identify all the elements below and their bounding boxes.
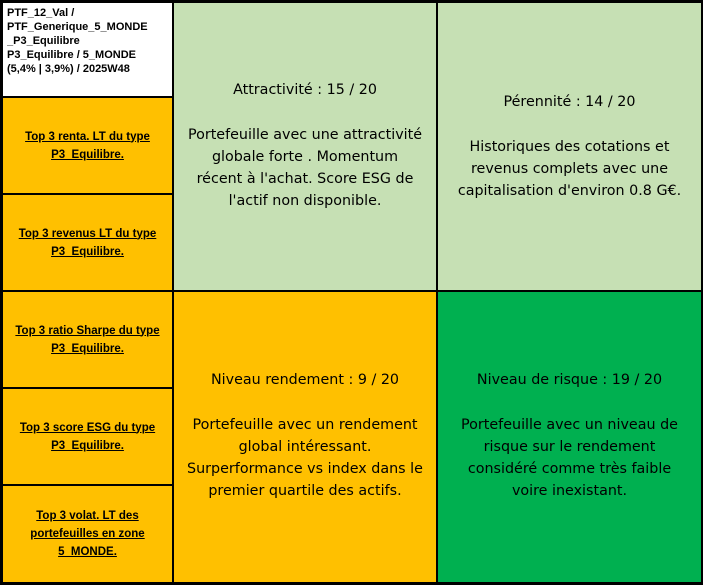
perennite-score: Pérennité : 14 / 20 xyxy=(503,94,636,110)
risque-score: Niveau de risque : 19 / 20 xyxy=(476,372,663,388)
risque-desc-line: Portefeuille avec un niveau de xyxy=(461,417,678,433)
info-line: (5,4% | 3,9%) / 2025W48 xyxy=(7,63,130,75)
rendement-desc-line: Portefeuille avec un rendement xyxy=(192,417,418,433)
rendement-panel xyxy=(173,291,437,583)
perennite-description xyxy=(458,136,681,202)
perennite-desc-line: revenus complets avec une xyxy=(470,161,669,177)
top3-renta-link[interactable]: Top 3 renta. LT du type P3_Equilibre. xyxy=(25,130,150,161)
top3-esg-cell xyxy=(2,388,173,485)
info-line: PTF_12_Val / xyxy=(7,7,75,19)
attractivite-description xyxy=(188,124,422,212)
info-line: P3_Equilibre / 5_MONDE xyxy=(7,49,136,61)
top3-volat-cell xyxy=(2,485,173,583)
attractivite-score: Attractivité : 15 / 20 xyxy=(233,82,377,98)
rendement-desc-line: global intéressant. xyxy=(238,439,372,455)
perennite-panel xyxy=(437,2,702,291)
perennite-desc-line: capitalisation d'environ 0.8 G€. xyxy=(457,183,682,199)
rendement-score: Niveau rendement : 9 / 20 xyxy=(210,372,400,388)
risque-desc-line: voire inexistant. xyxy=(511,483,628,499)
top3-renta-cell xyxy=(2,97,173,194)
attractivite-desc-line: Portefeuille avec une attractivité xyxy=(187,127,423,143)
attractivite-desc-line: récent à l'achat. Score ESG de xyxy=(196,171,414,187)
risque-description xyxy=(461,414,678,502)
top3-esg-link[interactable]: Top 3 score ESG du type P3_Equilibre. xyxy=(19,421,156,452)
attractivite-desc-line: globale forte . Momentum xyxy=(211,149,399,165)
info-line: _P3_Equilibre xyxy=(7,35,80,47)
top3-sharpe-cell xyxy=(2,291,173,388)
risque-desc-line: considéré comme très faible xyxy=(467,461,672,477)
risque-desc-line: risque sur le rendement xyxy=(483,439,656,455)
top3-volat-link[interactable]: Top 3 volat. LT des portefeuilles en zone 5_MONDE. xyxy=(30,510,145,558)
rendement-description xyxy=(187,414,423,502)
risque-panel xyxy=(437,291,702,583)
attractivite-panel xyxy=(173,2,437,291)
rendement-desc-line: premier quartile des actifs. xyxy=(208,483,402,499)
top3-sharpe-link[interactable]: Top 3 ratio Sharpe du type P3_Equilibre. xyxy=(15,324,160,355)
attractivite-desc-line: l'actif non disponible. xyxy=(228,193,382,209)
info-line: PTF_Generique_5_MONDE xyxy=(7,21,148,33)
portfolio-info xyxy=(2,2,173,97)
perennite-desc-line: Historiques des cotations et xyxy=(469,139,670,155)
top3-revenus-link[interactable]: Top 3 revenus LT du type P3_Equilibre. xyxy=(18,227,157,258)
rendement-desc-line: Surperformance vs index dans le xyxy=(187,461,423,477)
top3-revenus-cell xyxy=(2,194,173,291)
